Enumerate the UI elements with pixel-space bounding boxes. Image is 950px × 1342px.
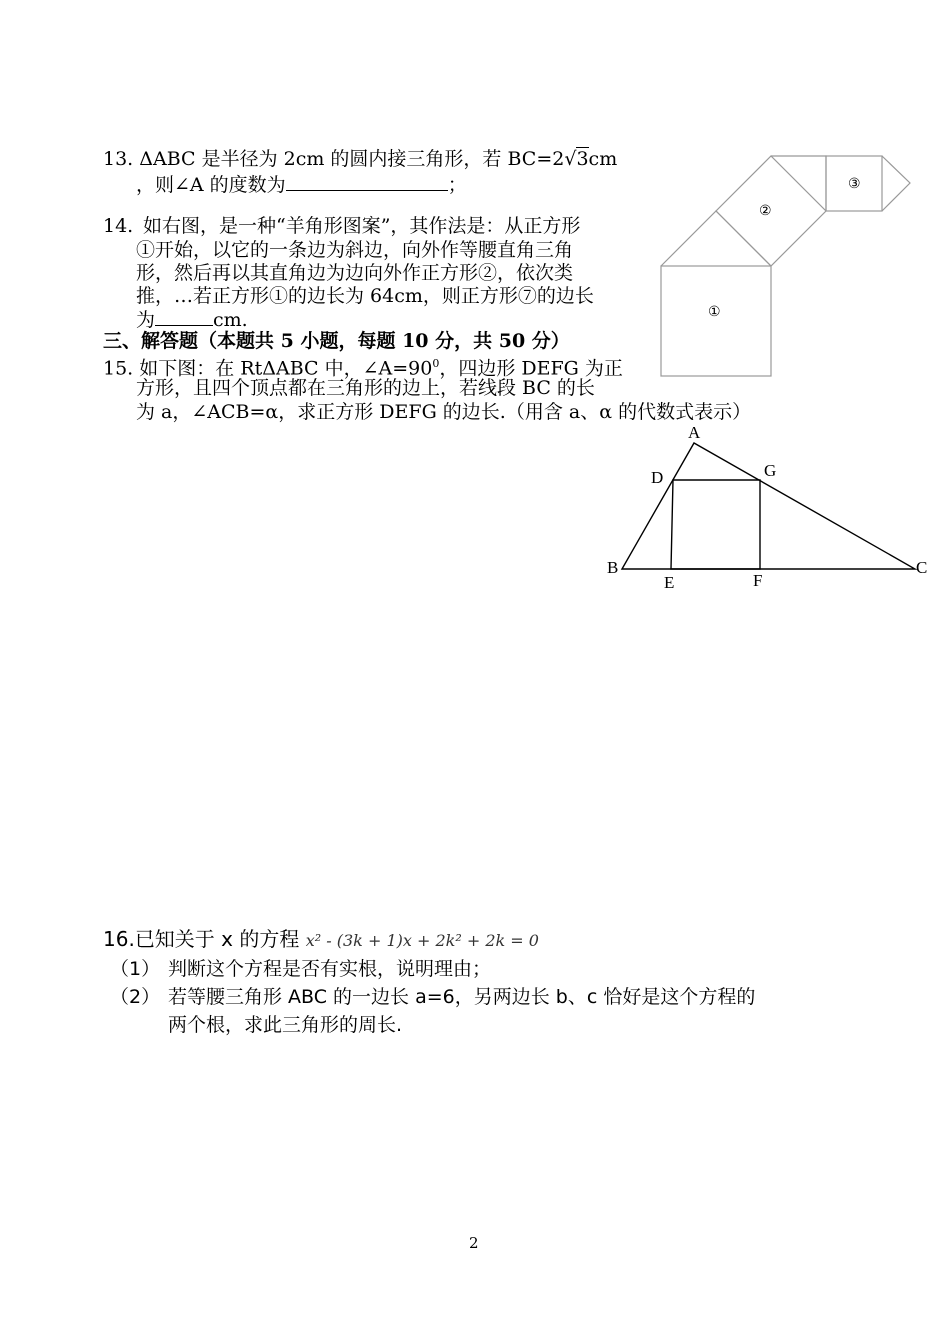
q13-unit: cm bbox=[588, 148, 618, 170]
q15-line3: 为 a，∠ACB=α，求正方形 DEFG 的边长.（用含 a、α 的代数式表示） bbox=[136, 401, 752, 423]
sqrt-symbol: √ bbox=[564, 148, 577, 170]
q16-part2 bbox=[110, 984, 755, 1010]
label-d: D bbox=[651, 468, 664, 487]
q14-line-1: 如右图，是一种“羊角形图案”，其作法是：从正方形 bbox=[143, 215, 581, 237]
square-2-label: ② bbox=[759, 204, 772, 219]
triangle-figure bbox=[600, 418, 940, 598]
q16-part2-cont: 两个根，求此三角形的周长. bbox=[168, 1014, 403, 1036]
q16-part1-label: （1） bbox=[110, 958, 161, 980]
triangle-1 bbox=[661, 211, 771, 266]
q13-line2-prefix: ，则∠A 的度数为 bbox=[136, 174, 286, 196]
q16-part1 bbox=[110, 956, 491, 982]
q13-line1 bbox=[103, 147, 617, 171]
q15-degree: 0 bbox=[432, 357, 440, 370]
q14-line-3: 形，然后再以其直角边为边向外作正方形②，依次类 bbox=[136, 262, 574, 284]
q16-equation: x² - (3k + 1)x + 2k² + 2k = 0 bbox=[305, 931, 539, 950]
square-1-label: ① bbox=[708, 305, 721, 320]
q14-last-prefix: 为 bbox=[136, 309, 156, 331]
q13-text: ΔABC 是半径为 2cm 的圆内接三角形，若 BC= bbox=[139, 148, 553, 170]
q16-part2-text: 若等腰三角形 ABC 的一边长 a=6，另两边长 b、c 恰好是这个方程的 bbox=[168, 986, 756, 1008]
q13-line2-suffix: ； bbox=[447, 174, 467, 196]
triangle-3 bbox=[882, 156, 910, 211]
horn-pattern-figure bbox=[655, 150, 920, 382]
q13-coef: 2 bbox=[552, 148, 565, 170]
q13-line2 bbox=[136, 172, 467, 197]
q14-number: 14. bbox=[103, 215, 134, 237]
q15-number: 15. bbox=[103, 357, 134, 380]
q13-number: 13. bbox=[103, 148, 134, 170]
label-c: C bbox=[916, 558, 928, 577]
q15-line2: 方形，且四个顶点都在三角形的边上，若线段 BC 的长 bbox=[136, 377, 595, 399]
square-defg bbox=[671, 480, 760, 569]
q16-number: 16. bbox=[103, 927, 135, 951]
q14-line-4: 推，…若正方形①的边长为 64cm，则正方形⑦的边长 bbox=[136, 285, 594, 307]
label-a: A bbox=[688, 423, 701, 442]
q14-line-2: ①开始，以它的一条边为斜边，向外作等腰直角三角 bbox=[136, 239, 574, 261]
q15-text-1: 如下图：在 RtΔABC 中，∠A=90 bbox=[139, 357, 433, 380]
label-b: B bbox=[607, 558, 619, 577]
q16-part1-text: 判断这个方程是否有实根，说明理由； bbox=[168, 958, 492, 980]
square-3-label: ③ bbox=[848, 177, 861, 192]
q14-answer-blank[interactable] bbox=[155, 307, 213, 326]
label-g: G bbox=[764, 461, 777, 480]
q15-text-1b: ，四边形 DEFG 为正 bbox=[439, 357, 623, 380]
page-number: 2 bbox=[469, 1234, 479, 1252]
q16-intro: 已知关于 x 的方程 bbox=[134, 927, 300, 951]
q16-part2-label: （2） bbox=[110, 986, 161, 1008]
q13-answer-blank[interactable] bbox=[286, 172, 448, 191]
q13-radicand: 3 bbox=[576, 148, 589, 170]
square-1 bbox=[661, 266, 771, 376]
q14-last-suffix: cm. bbox=[213, 309, 248, 331]
label-e: E bbox=[664, 573, 675, 592]
q16-line1 bbox=[103, 926, 539, 954]
label-f: F bbox=[753, 571, 763, 590]
section-heading: 三、解答题（本题共 5 小题，每题 10 分，共 50 分） bbox=[103, 330, 570, 352]
